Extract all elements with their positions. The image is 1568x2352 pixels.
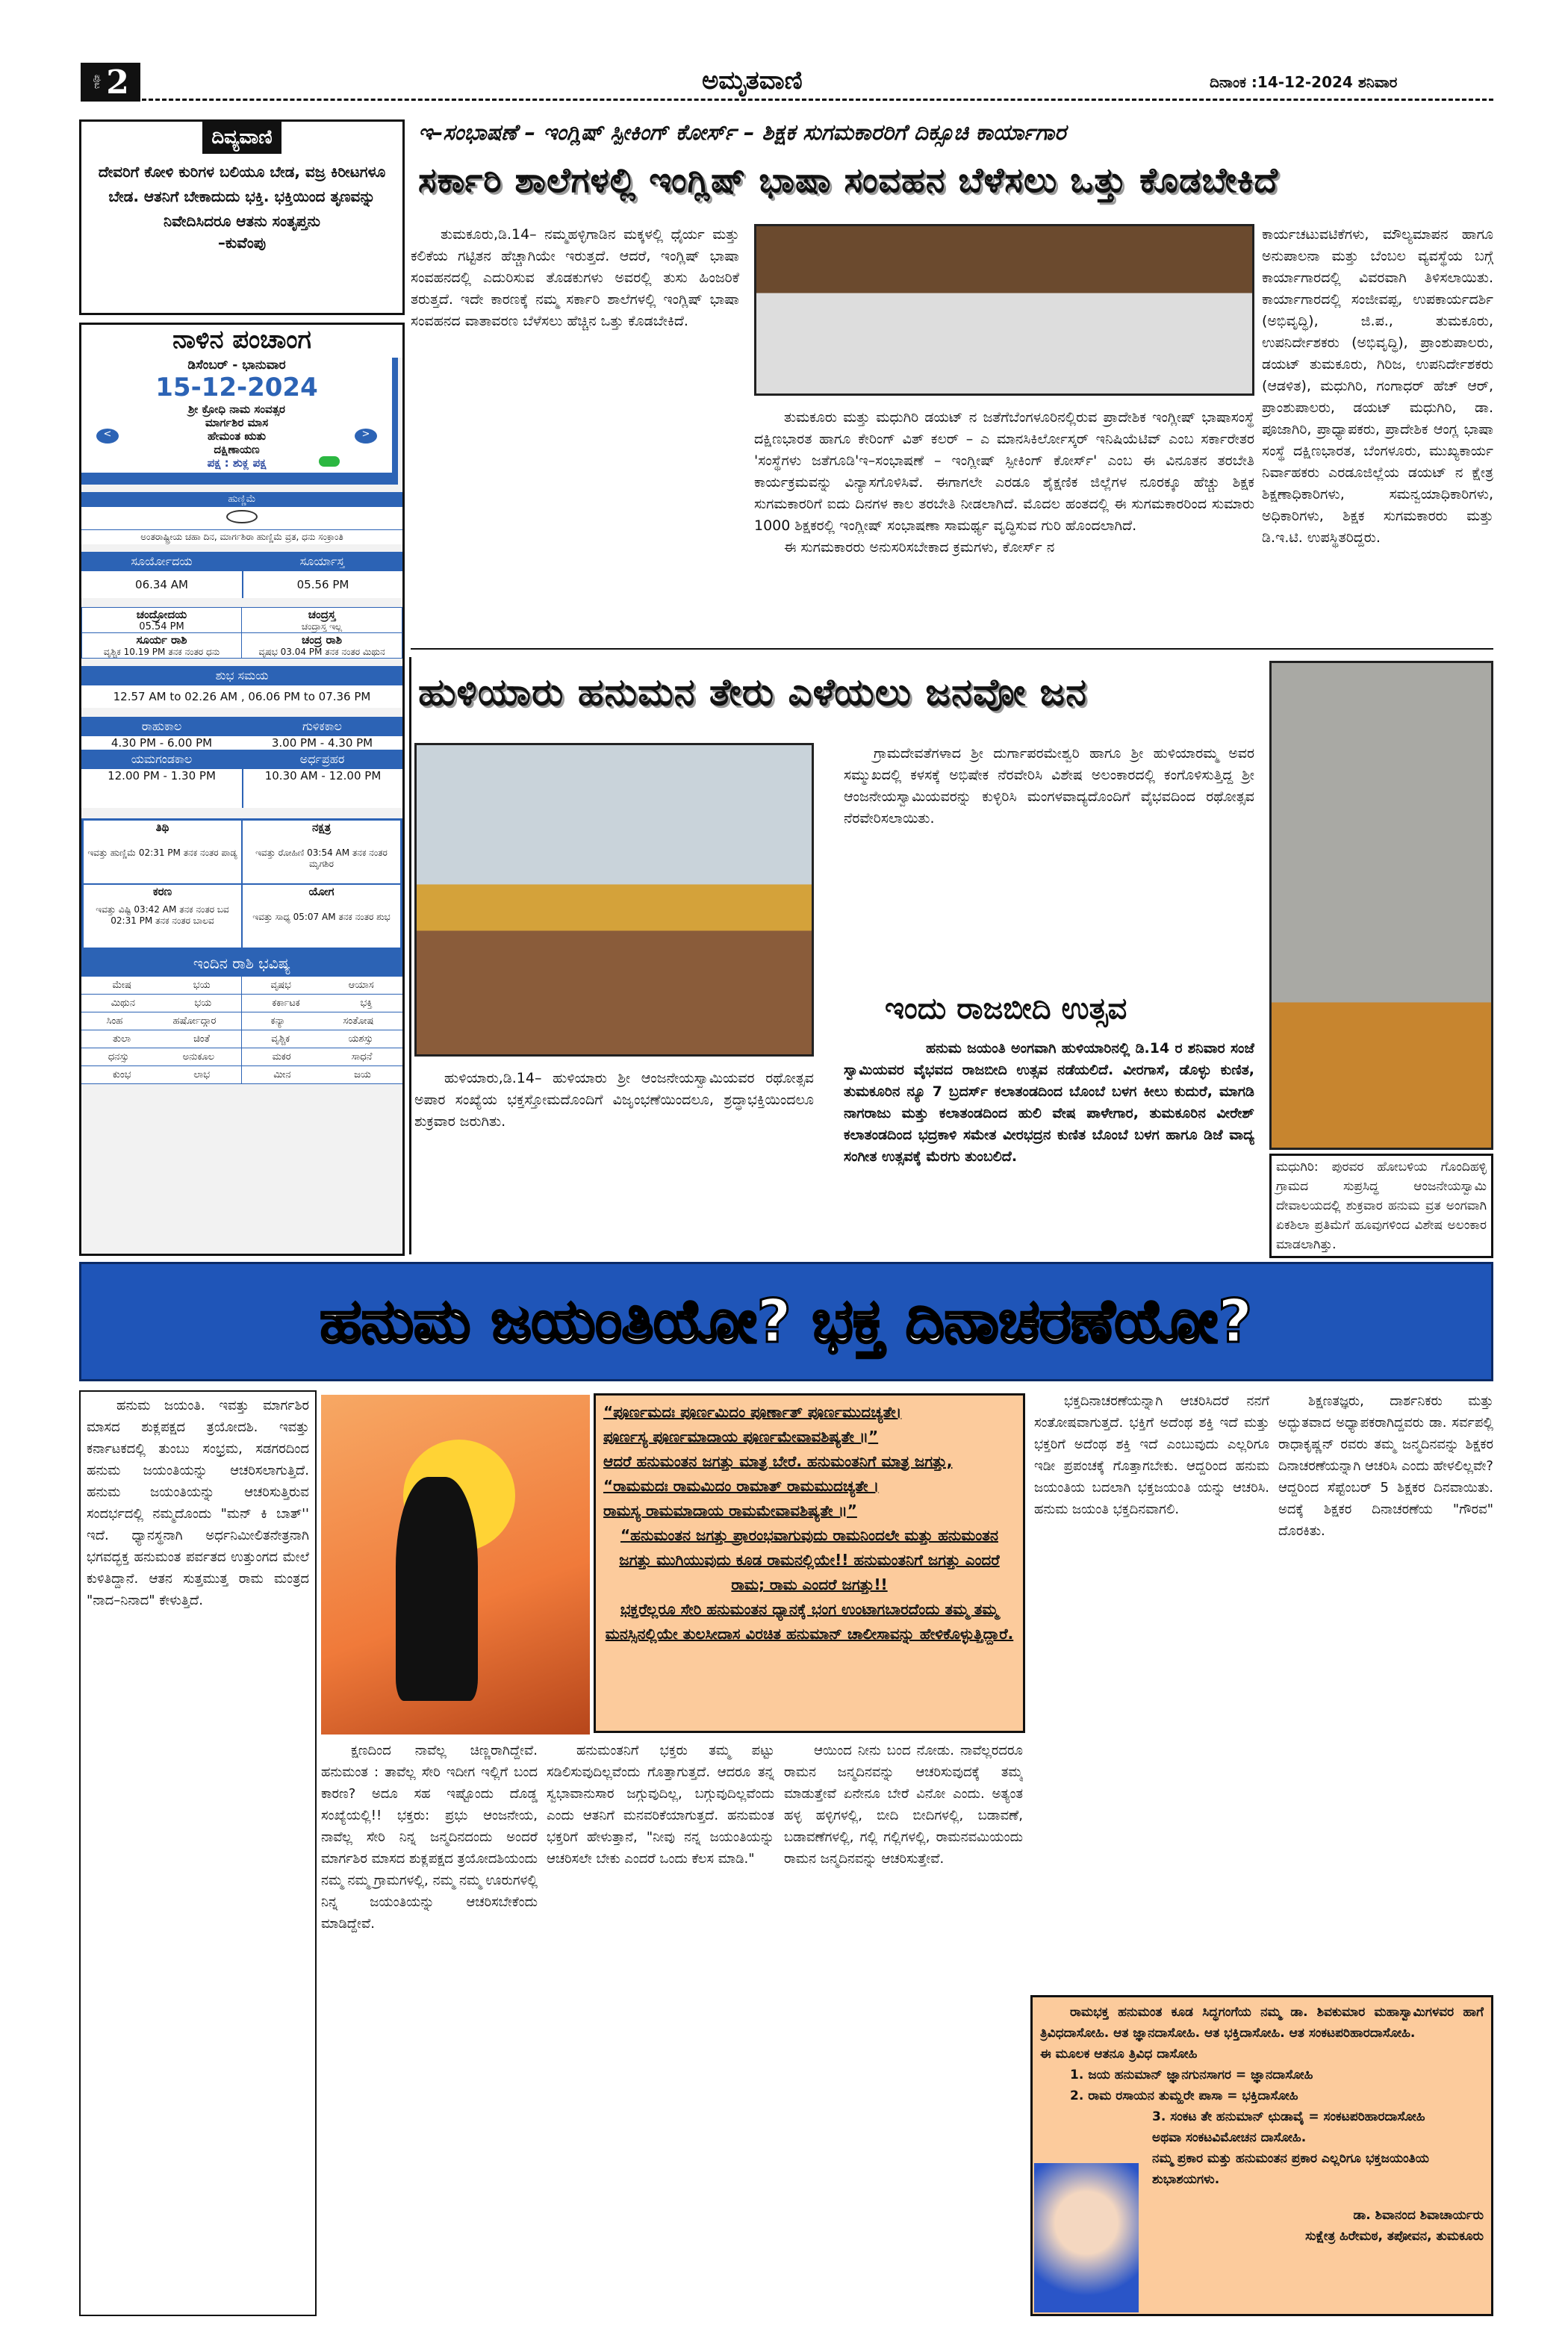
rashi-prediction: ಚಿಂತೆ: [193, 1033, 210, 1045]
rashi-row: [242, 1048, 402, 1066]
idol-photo-caption: ಮಧುಗಿರಿ: ಪುರವರ ಹೋಬಳಿಯ ಗೊಂದಿಹಳ್ಳಿ ಗ್ರಾಮದ ಸುಪ್ರಸಿದ್ಧ ಆಂಜನೇಯಸ್ವಾಮಿ ದೇವಾಲಯದಲ್ಲಿ ಶುಕ್ರವಾರ ಹನುಮ ವ್ರತ ಅಂಗವಾಗಿ ಏಕಶಿಲಾ ಪ್ರತಿಮೆಗೆ ಹೂವುಗಳಿಂದ ವಿಶೇಷ ಅಲಂಕಾರ ಮಾಡಲಾಗಿತ್ತು.: [1269, 1154, 1493, 1258]
feature-headline: ಹನುಮ ಜಯಂತಿಯೋ? ಭಕ್ತ ದಿನಾಚರಣೆಯೋ?: [320, 1287, 1253, 1356]
rashi-prediction: ಭಕ್ತಿ: [360, 998, 373, 1009]
rashi-sign: ವೃಷಭ: [270, 980, 291, 991]
rashi-prediction: ಅನುಕೂಲ: [182, 1051, 215, 1063]
rashi-sign: ಸಿಂಹ: [106, 1015, 123, 1027]
swamiji-photo: [1034, 2163, 1139, 2312]
rashi-sign: ಮಿಥುನ: [111, 998, 135, 1009]
chariot-photo: [414, 743, 814, 1057]
feature-col3: ಹನುಮಂತನಿಗೆ ಭಕ್ತರು ತಮ್ಮ ಪಟ್ಟು ಸಡಿಲಿಸುವುದಿಲ್ಲವೆಂದು ಗೊತ್ತಾಗುತ್ತದೆ. ಆದರೂ ತನ್ನ ಸ್ವಭಾವಾನುಸಾರ ಜಗ್ಗುವುದಿಲ್ಲ, ಬಗ್ಗುವುದಿಲ್ಲವೆಂದು ಎಂದು ಆತನಿಗೆ ಮನವರಿಕೆಯಾಗುತ್ತದೆ. ಹನುಮಂತ ಭಕ್ತರಿಗೆ ಹೇಳುತ್ತಾನೆ, "ನೀವು ನನ್ನ ಜಯಂತಿಯನ್ನು ಆಚರಿಸಲೇ ಬೇಕು ಎಂದರೆ ಒಂದು ಕೆಲಸ ಮಾಡಿ.": [547, 1743, 774, 1867]
rashi-row: [242, 977, 402, 995]
paper-name: ಅಮೃತವಾಣಿ: [702, 66, 803, 96]
rashi-row: [242, 1066, 402, 1084]
panchanga-box: ನಾಳಿನ ಪಂಚಾಂಗ ಡಿಸೆಂಬರ್ - ಭಾನುವಾರ 15-12-2024 ಶ್ರೀ ಕ್ರೋಧಿ ನಾಮ ಸಂವತ್ಸರ ಮಾರ್ಗಶಿರ ಮಾಸ ಹೇಮಂತ ಋತು ದಕ್ಷಿಣಾಯಣ ಪಕ್ಷ : ಶುಕ್ಲ ಪಕ್ಷ < > ಹುಣ್ಣಿಮೆ ಅಂತರಾಷ್ಟ್ರೀಯ ಚಹಾ ದಿನ, ಮಾರ್ಗಶಿರಾ ಹುಣ್ಣಿಮೆ ವ್ರತ, ಧನು ಸಂಕ್ರಾಂತಿ ಸೂರ್ಯೋದಯ ಸೂರ್ಯಾಸ್ತ 06.34 AM 05.56 PM ಚಂದ್ರೋದಯ 05.54 PM ಚಂದ್ರಸ್ತ ಚಂದ್ರಾಸ್ತ ಇಲ್ಲ ಸೂರ್ಯ ರಾಶಿ ವೃಶ್ಚಿಕ 10.19 PM ತನಕ ನಂತರ ಧನು ಚಂದ್ರ ರಾಶಿ ವೃಷಭ 03.04 PM ತನಕ ನಂತರ ಮಿಥುನ ಶುಭ ಸಮಯ 12.57 AM to 02.26 AM , 06.06 PM to 07.36 PM ರಾಹುಕಾಲ ಗುಳಿಕಕಾಲ 4.30 PM - 6.00 PM 3.00 PM - 4.30 PM ಯಮಗಂಡಕಾಲ ಅರ್ಧಪ್ರಹರ 12.00 PM - 1.30 PM 10.30 AM - 12.00 PM ತಿಥಿ ಇವತ್ತು ಹುಣ್ಣಿಮೆ 02:31 PM ತನಕ ನಂತರ ಪಾಡ್ಯ ನಕ್ಷತ್ರ ಇವತ್ತು ರೋಹಿಣಿ 03:54 AM ತನಕ ನಂತರ ಮೃಗಶಿರ ಕರಣ ಇವತ್ತು ವಿಷ್ಟಿ 03:42 AM ತನಕ ನಂತರ ಬವ 02:31 PM ತನಕ ನಂತರ ಬಾಲವ ಯೋಗ ಇವತ್ತು ಸಾಧ್ಯ 05:07 AM ತನಕ ನಂತರ ಶುಭ ಇಂದಿನ ರಾಶಿ ಭವಿಷ್ಯ ಮೇಷ ಭಯ ವೃಷಭ ಆಯಾಸ ಮಿಥುನ ಭಯ ಕರ್ಕಾಟಕ ಭಕ್ತಿ ಸಿಂಹ ಹರ್ಷೋದ್ಗಾರ ಕನ್ಯಾ ಸಂತೋಷ ತುಲಾ ಚಿಂತೆ ವೃಶ್ಚಿಕ ಯಶಸ್ಸು ಧನಸ್ಸು ಅನುಕೂಲ ಮಕರ ಸಾಧನೆ ಕುಂಭ ಲಾಭ ಮೀನ ಜಯ: [79, 323, 405, 1256]
full-moon-icon: [226, 510, 258, 523]
article2-sub-body: ಹನುಮ ಜಯಂತಿ ಅಂಗವಾಗಿ ಹುಳಿಯಾರಿನಲ್ಲಿ ಡಿ.14 ರ ಶನಿವಾರ ಸಂಜೆ ಸ್ವಾಮಿಯವರ ವೈಭವದ ರಾಜಬೀದಿ ಉತ್ಸವ ನಡೆಯಲಿದೆ. ವೀರಗಾಸೆ, ಡೊಳ್ಳು ಕುಣಿತ, ತುಮಕೂರಿನ ನ್ಯೂ 7 ಬ್ರದರ್ಸ್ ಕಲಾತಂಡದಿಂದ ಬೊಂಬೆ ಬಳಗ ಕೀಲು ಕುದುರೆ, ಮಾಗಡಿ ನಾಗರಾಜು ಮತ್ತು ಕಲಾತಂಡದಿಂದ ಹುಲಿ ವೇಷ ಪಾಳೇಗಾರ, ತುಮಕೂರಿನ ವೀರೇಶ್ ಕಲಾತಂಡದಿಂದ ಭದ್ರಕಾಳಿ ಸಮೇತ ವೀರಭದ್ರನ ಕುಣಿತ ಬೊಂಬೆ ಬಳಗ ಹಾಗೂ ಡಿಜೆ ವಾದ್ಯ ಸಂಗೀತ ಉತ್ಸವಕ್ಕೆ ಮೆರಗು ತುಂಬಲಿದೆ.: [844, 1040, 1254, 1165]
rashi-prediction: ಭಯ: [193, 980, 211, 991]
feature-col6: ಶಿಕ್ಷಣತಜ್ಞರು, ದಾರ್ಶನಿಕರು ಮತ್ತು ಅದ್ಭುತವಾದ ಅಧ್ಯಾಪಕರಾಗಿದ್ದವರು ಡಾ. ಸರ್ವಪಲ್ಲಿ ರಾಧಾಕೃಷ್ಣನ್ ರವರು ತಮ್ಮ ಜನ್ಮದಿನವನ್ನು ಶಿಕ್ಷಕರ ದಿನಾಚರಣೆಯನ್ನಾಗಿ ಆಚರಿಸಿ ಎಂದು ಹೇಳಲಿಲ್ಲವೇ? ಆದ್ದರಿಂದ ಸೆಪ್ಟೆಂಬರ್ 5 ಶಿಕ್ಷಕರ ದಿನವಾಯಿತು. ಅದಕ್ಕೆ ಶಿಕ್ಷಕರ ದಿನಾಚರಣೆಯ "ಗೌರವ" ದೊರಕಿತು.: [1278, 1393, 1493, 1539]
rashi-sign: ತುಲಾ: [113, 1033, 131, 1045]
rashi-sign: ಕರ್ಕಾಟಕ: [272, 998, 300, 1009]
rashi-prediction: ಯಶಸ್ಸು: [348, 1033, 373, 1045]
divyavani-title: ದಿವ್ಯವಾಣಿ: [202, 122, 281, 154]
page-number-tag: ಪುಟ 2: [81, 63, 140, 102]
feature-col2: ಕ್ಷಣದಿಂದ ನಾವೆಲ್ಲ ಚಿಣ್ಣರಾಗಿದ್ದೇವೆ. ಹನುಮಂತ : ತಾವೆಲ್ಲ ಸೇರಿ ಇದೀಗ ಇಲ್ಲಿಗೆ ಬಂದ ಕಾರಣ? ಅದೂ ಸಹ ಇಷ್ಟೊಂದು ದೊಡ್ಡ ಸಂಖ್ಯೆಯಲ್ಲಿ!! ಭಕ್ತರು: ಪ್ರಭು ಆಂಜನೇಯ, ನಾವೆಲ್ಲ ಸೇರಿ ನಿನ್ನ ಜನ್ಮದಿನದಂದು ಅಂದರೆ ಮಾರ್ಗಶಿರ ಮಾಸದ ಶುಕ್ಲಪಕ್ಷದ ತ್ರಯೋದಶಿಯಂದು ನಮ್ಮ ನಮ್ಮ ಗ್ರಾಮಗಳಲ್ಲಿ, ನಮ್ಮ ನಮ್ಮ ಊರುಗಳಲ್ಲಿ ನಿನ್ನ ಜಯಂತಿಯನ್ನು ಆಚರಿಸಬೇಕೆಂದು ಮಾಡಿದ್ದೇವೆ.: [321, 1743, 538, 1932]
rashi-row: [81, 1048, 242, 1066]
rashi-prediction: ಸಂತೋಷ: [343, 1015, 374, 1027]
rashi-row: [81, 1012, 242, 1030]
whatsapp-share-icon[interactable]: [319, 456, 340, 467]
panchanga-title: ನಾಳಿನ ಪಂಚಾಂಗ: [81, 325, 402, 358]
rashi-sign: ಮೀನ: [273, 1069, 291, 1080]
rashi-table: [81, 977, 402, 1084]
issue-date: ದಿನಾಂಕ :14-12-2024 ಶನಿವಾರ: [1210, 73, 1398, 91]
rashi-sign: ಕುಂಭ: [112, 1069, 131, 1080]
article2-headline: ಹುಳಿಯಾರು ಹನುಮನ ತೇರು ಎಳೆಯಲು ಜನವೋ ಜನ: [418, 671, 1087, 714]
rashi-row: [242, 995, 402, 1012]
workshop-photo: [754, 224, 1254, 396]
rashi-row: [242, 1012, 402, 1030]
rashi-sign: ವೃಶ್ಚಿಕ: [271, 1033, 290, 1045]
hanuman-idol-photo: [1269, 661, 1493, 1150]
feature-banner: [79, 1262, 1493, 1381]
rashi-sign: ಕನ್ಯಾ: [270, 1015, 286, 1027]
header-divider: [142, 99, 1493, 101]
rashi-sign: ಧನಸ್ಸು: [108, 1051, 129, 1063]
rashi-prediction: ಆಯಾಸ: [348, 980, 374, 991]
dasohi-box: ರಾಮಭಕ್ತ ಹನುಮಂತ ಕೂಡ ಸಿದ್ಧಗಂಗೆಯ ನಮ್ಮ ಡಾ. ಶಿವಕುಮಾರ ಮಹಾಸ್ವಾಮಿಗಳವರ ಹಾಗೆ ತ್ರಿವಿಧದಾಸೋಹಿ. ಆತ ಜ್ಞಾನದಾಸೋಹಿ. ಆತ ಭಕ್ತಿದಾಸೋಹಿ. ಆತ ಸಂಕಟಪರಿಹಾರದಾಸೋಹಿ. ಈ ಮೂಲಕ ಆತನೂ ತ್ರಿವಿಧ ದಾಸೋಹಿ 1. ಜಯ ಹನುಮಾನ್ ಜ್ಞಾನಗುನಸಾಗರ = ಜ್ಞಾನದಾಸೋಹಿ 2. ರಾಮ ರಸಾಯನ ತುಮ್ಹರೇ ಪಾಸಾ = ಭಕ್ತಿದಾಸೋಹಿ 3. ಸಂಕಟ ತೇ ಹನುಮಾನ್ ಛುಡಾವೈ = ಸಂಕಟಪರಿಹಾರದಾಸೋಹಿ ಅಥವಾ ಸಂಕಟವಿಮೋಚನ ದಾಸೋಹಿ. ನಮ್ಮ ಪ್ರಕಾರ ಮತ್ತು ಹನುಮಂತನ ಪ್ರಕಾರ ಎಲ್ಲರಿಗೂ ಭಕ್ತಜಯಂತಿಯ ಶುಭಾಶಯಗಳು. ಡಾ. ಶಿವಾನಂದ ಶಿವಾಚಾರ್ಯರು ಸುಕ್ಷೇತ್ರ ಹಿರೇಮಠ, ತಪೋವನ, ತುಮಕೂರು: [1030, 1995, 1493, 2316]
article1-kicker: ಇ–ಸಂಭಾಷಣೆ – ಇಂಗ್ಲಿಷ್ ಸ್ಪೀಕಿಂಗ್ ಕೋರ್ಸ್ – ಶಿಕ್ಷಕ ಸುಗಮಕಾರರಿಗೆ ದಿಕ್ಸೂಚಿ ಕಾರ್ಯಾಗಾರ: [418, 119, 1066, 145]
rashi-row: [81, 1066, 242, 1084]
hanuman-silhouette: [396, 1477, 478, 1701]
article1-col3: ಕಾರ್ಯಚಟುವಟಿಕೆಗಳು, ಮೌಲ್ಯಮಾಪನ ಹಾಗೂ ಅನುಪಾಲನಾ ಮತ್ತು ಬೆಂಬಲ ವ್ಯವಸ್ಥೆಯ ಬಗ್ಗೆ ಕಾರ್ಯಾಗಾರದಲ್ಲಿ ವಿವರವಾಗಿ ತಿಳಿಸಲಾಯಿತು. ಕಾರ್ಯಾಗಾರದಲ್ಲಿ ಸಂಜೀವಪ್ಪ, ಉಪಕಾರ್ಯದರ್ಶಿ (ಅಭಿವೃದ್ಧಿ), ಜಿ.ಪ., ತುಮಕೂರು, ಉಪನಿರ್ದೇಶಕರು (ಅಭಿವೃದ್ಧಿ), ಪ್ರಾಂಶುಪಾಲರು, ಡಯಟ್ ತುಮಕೂರು, ಗಿರಿಜ, ಉಪನಿರ್ದೇಶಕರು (ಆಡಳಿತ), ಮಧುಗಿರಿ, ಗಂಗಾಧರ್ ಹೆಚ್ ಆರ್, ಪ್ರಾಂಶುಪಾಲರು, ಡಯಟ್ ಮಧುಗಿರಿ, ಡಾ. ಪೂಜಾಗಿರಿ, ಪ್ರಾಧ್ಯಾಪಕರು, ಪ್ರಾದೇಶಿಕ ಆಂಗ್ಲ ಭಾಷಾ ಸಂಸ್ಥೆ ದಕ್ಷಿಣಭಾರತ, ಬೆಂಗಳೂರು, ಮುಖ್ಯಕಾರ್ಯ ನಿರ್ವಾಹಕರು ಎರಡೂಜಿಲ್ಲೆಯ ಡಯಟ್ ನ ಕ್ಷೇತ್ರ ಶಿಕ್ಷಣಾಧಿಕಾರಿಗಳು, ಸಮನ್ವಯಾಧಿಕಾರಿಗಳು, ಅಧಿಕಾರಿಗಳು, ಶಿಕ್ಷಕ ಸುಗಮಕಾರರು ಮತ್ತು ಡಿ.ಇ.ಟಿ. ಉಪಸ್ಥಿತರಿದ್ದರು.: [1262, 226, 1493, 546]
rashi-row: [81, 1030, 242, 1048]
prev-day-button[interactable]: <: [96, 429, 119, 444]
rashi-sign: ಮಕರ: [272, 1051, 291, 1063]
article1-headline: ಸರ್ಕಾರಿ ಶಾಲೆಗಳಲ್ಲಿ ಇಂಗ್ಲಿಷ್ ಭಾಷಾ ಸಂವಹನ ಬೆಳೆಸಲು ಒತ್ತು ಕೊಡಬೇಕಿದೆ: [418, 160, 1278, 200]
article2-subhead: ಇಂದು ರಾಜಬೀದಿ ಉತ್ಸವ: [885, 992, 1127, 1026]
panchanga-date: 15-12-2024: [155, 373, 318, 402]
rashi-row: [242, 1030, 402, 1048]
article2-body-left: ಹುಳಿಯಾರು,ಡಿ.14– ಹುಳಿಯಾರು ಶ್ರೀ ಆಂಜನೇಯಸ್ವಾಮಿಯವರ ರಥೋತ್ಸವ ಅಪಾರ ಸಂಖ್ಯೆಯ ಭಕ್ತಸ್ತೋಮದೊಂದಿಗೆ ವಿಜೃಂಭಣೆಯಿಂದಲೂ, ಶ್ರದ್ಧಾಭಕ್ತಿಯಿಂದಲೂ ಶುಕ್ರವಾರ ಜರುಗಿತು.: [414, 1070, 814, 1130]
divyavani-quote: ದೇವರಿಗೆ ಕೋಳಿ ಕುರಿಗಳ ಬಲಿಯೂ ಬೇಡ, ವಜ್ರ ಕಿರೀಟಗಳೂ ಬೇಡ. ಆತನಿಗೆ ಬೇಕಾದುದು ಭಕ್ತಿ. ಭಕ್ತಿಯಿಂದ ತೃಣವನ್ನು ನಿವೇದಿಸಿದರೂ ಆತನು ಸಂತೃಪ್ತನು: [98, 163, 386, 230]
next-day-button[interactable]: >: [355, 429, 377, 444]
rashi-row: [81, 977, 242, 995]
quote-box: “ಪೂರ್ಣಮದಃ ಪೂರ್ಣಮಿದಂ ಪೂರ್ಣಾತ್ ಪೂರ್ಣಮುದಚ್ಯತೇ। ಪೂರ್ಣಸ್ಯ ಪೂರ್ಣಮಾದಾಯ ಪೂರ್ಣಮೇವಾವಶಿಷ್ಯತೇ ॥” ಆದರೆ ಹನುಮಂತನ ಜಗತ್ತು ಮಾತ್ರ ಬೇರೆ. ಹನುಮಂತನಿಗೆ ಮಾತ್ರ ಜಗತ್ತು, “ರಾಮಮದಃ ರಾಮಮಿದಂ ರಾಮಾತ್ ರಾಮಮುದಚ್ಯತೇ । ರಾಮಸ್ಯ ರಾಮಮಾದಾಯ ರಾಮಮೇವಾವಶಿಷ್ಯತೇ ॥” “ಹನುಮಂತನ ಜಗತ್ತು ಪ್ರಾರಂಭವಾಗುವುದು ರಾಮನಿಂದಲೇ ಮತ್ತು ಹನುಮಂತನ ಜಗತ್ತು ಮುಗಿಯುವುದು ಕೂಡ ರಾಮನಲ್ಲಿಯೇ!! ಹನುಮಂತನಿಗೆ ಜಗತ್ತು ಎಂದರೆ ರಾಮ; ರಾಮ ಎಂದರೆ ಜಗತ್ತು!! ಭಕ್ತರೆಲ್ಲರೂ ಸೇರಿ ಹನುಮಂತನ ಧ್ಯಾನಕ್ಕೆ ಭಂಗ ಉಂಟಾಗಬಾರದೆಂದು ತಮ್ಮ ತಮ್ಮ ಮನಸ್ಸಿನಲ್ಲಿಯೇ ತುಲಸೀದಾಸ ವಿರಚಿತ ಹನುಮಾನ್ ಚಾಲೀಸಾವನ್ನು ಹೇಳಿಕೊಳ್ಳುತ್ತಿದ್ದಾರೆ.: [594, 1393, 1025, 1733]
hanuman-illustration: [321, 1395, 590, 1735]
rashi-prediction: ಜಯ: [354, 1069, 371, 1080]
article2-body-right: ಗ್ರಾಮದೇವತೆಗಳಾದ ಶ್ರೀ ದುರ್ಗಾಪರಮೇಶ್ವರಿ ಹಾಗೂ ಶ್ರೀ ಹುಳಿಯಾರಮ್ಮ ಅವರ ಸಮ್ಮುಖದಲ್ಲಿ ಕಳಸಕ್ಕೆ ಅಭಿಷೇಕ ನೆರವೇರಿಸಿ ವಿಶೇಷ ಅಲಂಕಾರದಲ್ಲಿ ಕಂಗೊಳಿಸುತ್ತಿದ್ದ ಶ್ರೀ ಆಂಜನೇಯಸ್ವಾಮಿಯವರನ್ನು ಕುಳ್ಳಿರಿಸಿ ಮಂಗಳವಾದ್ಯದೊಂದಿಗೆ ವೈಭವದಿಂದ ರಥೋತ್ಸವ ನೆರವೇರಿಸಲಾಯಿತು.: [844, 745, 1254, 827]
section-divider: [411, 648, 1493, 650]
divyavani-box: [79, 119, 405, 315]
rashi-prediction: ಹರ್ಷೋದ್ಗಾರ: [172, 1015, 217, 1027]
rashi-prediction: ಭಯ: [194, 998, 212, 1009]
rashi-sign: ಮೇಷ: [112, 980, 131, 991]
rashi-row: [81, 995, 242, 1012]
article1-col1: ತುಮಕೂರು,ಡಿ.14– ನಮ್ಮಹಳ್ಳಿಗಾಡಿನ ಮಕ್ಕಳಲ್ಲಿ ಧೈರ್ಯ ಮತ್ತು ಕಲಿಕೆಯ ಗಟ್ಟಿತನ ಹೆಚ್ಚಾಗಿಯೇ ಇರುತ್ತದೆ. ಆದರೆ, ಇಂಗ್ಲಿಷ್ ಭಾಷಾ ಸಂವಹನದಲ್ಲಿ ಎದುರಿಸುವ ತೊಡಕುಗಳು ಅವರಲ್ಲಿ ತುಸು ಹಿಂಜರಿಕೆ ತರುತ್ತದೆ. ಇದೇ ಕಾರಣಕ್ಕೆ ನಮ್ಮ ಸರ್ಕಾರಿ ಶಾಲೆಗಳಲ್ಲಿ ಇಂಗ್ಲಿಷ್ ಭಾಷಾ ಸಂವಹನದ ವಾತಾವರಣ ಬೆಳೆಸಲು ಹೆಚ್ಚಿನ ಒತ್ತು ಕೊಡಬೇಕಿದೆ.: [411, 226, 739, 329]
rashi-prediction: ಲಾಭ: [193, 1069, 211, 1080]
rashi-prediction: ಸಾಧನೆ: [351, 1051, 373, 1063]
feature-col5: ಭಕ್ತದಿನಾಚರಣೆಯನ್ನಾಗಿ ಆಚರಿಸಿದರೆ ನನಗೆ ಸಂತೋಷವಾಗುತ್ತದೆ. ಭಕ್ತಿಗೆ ಅದೆಂಥ ಶಕ್ತಿ ಇದೆ ಮತ್ತು ಭಕ್ತರಿಗೆ ಅದೆಂಥ ಶಕ್ತಿ ಇದೆ ಎಂಬುವುದು ಎಲ್ಲರಿಗೂ ಇಡೀ ಪ್ರಪಂಚಕ್ಕೆ ಗೊತ್ತಾಗಬೇಕು. ಆದ್ದರಿಂದ ಹನುಮ ಜಯಂತಿಯ ಬದಲಾಗಿ ಭಕ್ತಜಯಂತಿ ಯನ್ನು ಆಚರಿಸಿ. ಹನುಮ ಜಯಂತಿ ಭಕ್ತದಿನವಾಗಲಿ.: [1034, 1393, 1269, 1517]
feature-col1: ಹನುಮ ಜಯಂತಿ. ಇವತ್ತು ಮಾರ್ಗಶಿರ ಮಾಸದ ಶುಕ್ಲಪಕ್ಷದ ತ್ರಯೋದಶಿ. ಇವತ್ತು ಕರ್ನಾಟಕದಲ್ಲಿ ತುಂಬು ಸಂಭ್ರಮ, ಸಡಗರದಿಂದ ಹನುಮ ಜಯಂತಿಯನ್ನು ಆಚರಿಸಲಾಗುತ್ತಿದೆ. ಹನುಮ ಜಯಂತಿಯನ್ನು ಆಚರಿಸುತ್ತಿರುವ ಸಂದರ್ಭದಲ್ಲಿ ನಮ್ಮದೊಂದು "ಮನ್ ಕಿ ಬಾತ್'' ಇದೆ. ಧ್ಯಾನಸ್ಥನಾಗಿ ಅರ್ಧನಿಮೀಲಿತನೇತ್ರನಾಗಿ ಭಗವದ್ಭಕ್ತ ಹನುಮಂತ ಪರ್ವತದ ಉತ್ತುಂಗದ ಮೇಲೆ ಕುಳಿತಿದ್ದಾನೆ. ಆತನ ಸುತ್ತಮುತ್ತ ರಾಮ ಮಂತ್ರದ "ನಾದ–ನಿನಾದ" ಕೇಳುತ್ತಿದೆ.: [79, 1390, 317, 2316]
divyavani-author: –ಕುವೆಂಪು: [217, 234, 267, 252]
feature-col4: ಆಯಿಂದ ನೀನು ಬಂದ ನೋಡು. ನಾವೆಲ್ಲರದರೂ ರಾಮನ ಜನ್ಮದಿನವನ್ನು ಆಚರಿಸುವುದಕ್ಕೆ ತಮ್ಮ ಮಾಡುತ್ತೇವೆ ಏನೇನೂ ಬೇರೆ ವಿನೋ ಎಂದು. ಅತ್ಯಂತ ಹಳ್ಳ ಹಳ್ಳಿಗಳಲ್ಲಿ, ಬೀದಿ ಬೀದಿಗಳಲ್ಲಿ, ಬಡಾವಣೆ, ಬಡಾವಣೆಗಳಲ್ಲಿ, ಗಲ್ಲಿ ಗಲ್ಲಿಗಳಲ್ಲಿ, ರಾಮನವಮಿಯಂದು ರಾಮನ ಜನ್ಮದಿನವನ್ನು ಆಚರಿಸುತ್ತೇವೆ.: [784, 1743, 1023, 1867]
article1-col2: ತುಮಕೂರು ಮತ್ತು ಮಧುಗಿರಿ ಡಯಟ್ ನ ಜತೆಗೆಬೆಂಗಳೂರಿನಲ್ಲಿರುವ ಪ್ರಾದೇಶಿಕ ಇಂಗ್ಲೀಷ್ ಭಾಷಾಸಂಸ್ಥೆ ದಕ್ಷಿಣಭಾರತ ಹಾಗೂ ಕೇರಿಂಗ್ ವಿತ್ ಕಲರ್ – ಎ ಮಾನಸಿಕಿರ್ಲೋಸ್ಕರ್ ಇನಿಷಿಯೆಟಿವ್ ಎಂಬ ಸರ್ಕಾರೇತರ 'ಸಂಸ್ಥೆಗಳು ಜತೆಗೂಡಿ'ಇ–ಸಂಭಾಷಣೆ – ಇಂಗ್ಲೀಷ್ ಸ್ಪೀಕಿಂಗ್ ಕೋರ್ಸ್' ಎಂಬ ಈ ವಿನೂತನ ತರಬೇತಿ ಕಾರ್ಯಕ್ರಮವನ್ನು ವಿನ್ಯಾಸಗೊಳಿಸಿವೆ. ಈಗಾಗಲೇ ಎರಡೂ ಶೈಕ್ಷಣಿಕ ಜಿಲ್ಲೆಗಳ ನೂರಕ್ಕೂ ಹೆಚ್ಚು ಶಿಕ್ಷಕ ಸುಗಮಕಾರರಿಗೆ ಐದು ದಿನಗಳ ಕಾಲ ತರಬೇತಿ ನೀಡಲಾಗಿದೆ. ಮೊದಲ ಹಂತದಲ್ಲಿ ಈ ಸುಗಮಕಾರರಿಂದ ಸುಮಾರು 1000 ಶಿಕ್ಷಕರಲ್ಲಿ ಇಂಗ್ಲೀಷ್ ಸಂಭಾಷಣಾ ಸಾಮರ್ಥ್ಯ ವೃದ್ಧಿಸುವ ಗುರಿ ಹೊಂದಲಾಗಿದೆ. ಈ ಸುಗಮಕಾರರು ಅನುಸರಿಸಬೇಕಾದ ಕ್ರಮಗಳು, ಕೋರ್ಸ್ ನ: [754, 409, 1254, 556]
column-rule: [409, 657, 411, 1254]
